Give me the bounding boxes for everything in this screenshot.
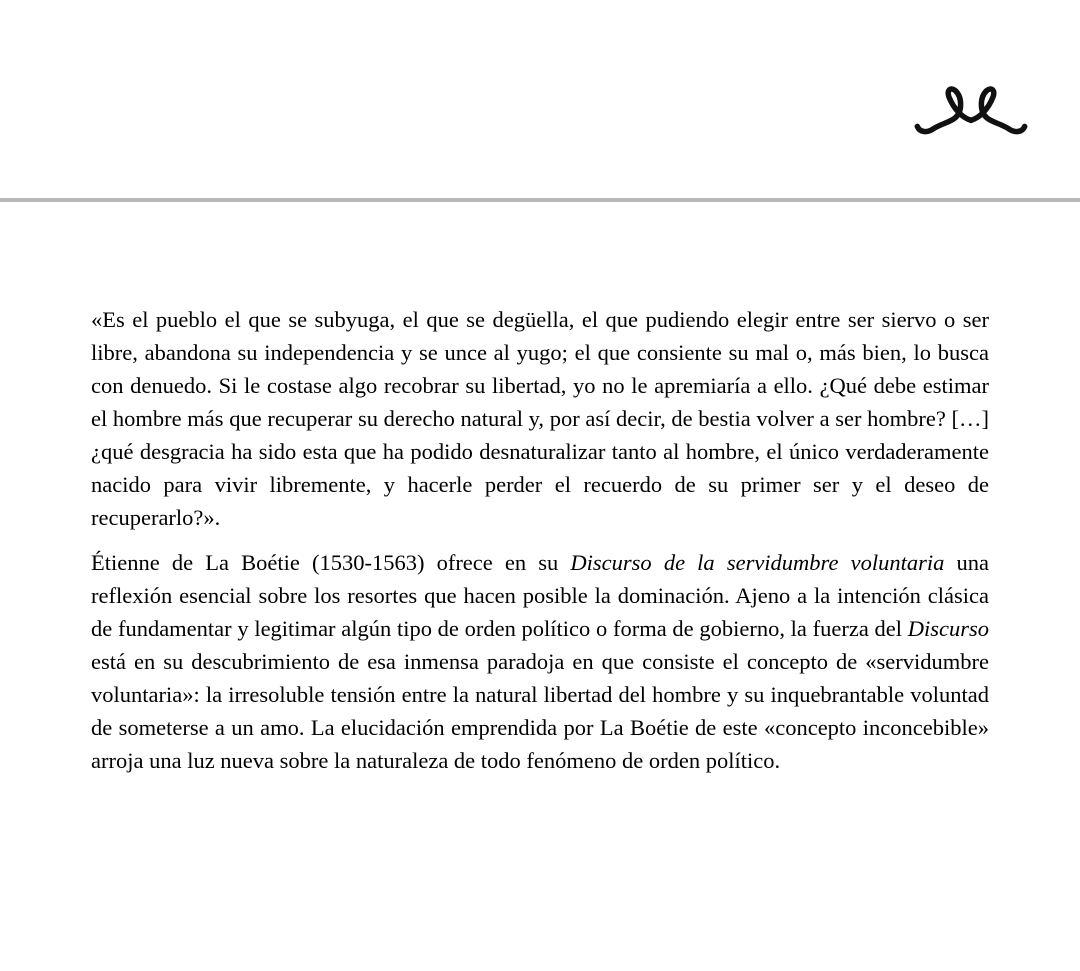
text-segment: Étienne de La Boétie (1530-1563) ofrece en su (91, 550, 571, 575)
text-segment: está en su descubrimiento de esa inmensa paradoja en que consiste el concepto de «servidumbre voluntaria»: la irresoluble tensión entre la natural libertad del hombre y su inquebrantable voluntad de someterse a un amo. La elucidación emprendida por La Boétie de este «concepto inconcebible» arroja una luz nueva sobre la naturaleza de todo fenómeno de orden político. (91, 649, 989, 773)
epublibre-logo (910, 72, 1032, 154)
page-header (0, 0, 1080, 198)
italic-text-segment: Discurso de la servidumbre voluntaria (570, 550, 945, 575)
horizontal-divider (0, 198, 1080, 202)
logo-left-e (917, 89, 971, 132)
logo-right-e (971, 89, 1025, 132)
synopsis-paragraph (91, 546, 989, 777)
quote-paragraph: «Es el pueblo el que se subyuga, el que se degüella, el que pudiendo elegir entre ser siervo o ser libre, abandona su independencia y se unce al yugo; el que consiente su mal o, más bien, lo busca con denuedo. Si le costase algo recobrar su libertad, yo no le apremiaría a ello. ¿Qué debe estimar el hombre más que recuperar su derecho natural y, por así decir, de bestia volver a ser hombre? […] ¿qué desgracia ha sido esta que ha podido desnaturalizar tanto al hombre, el único verdaderamente nacido para vivir libremente, y hacerle perder el recuerdo de su primer ser y el deseo de recuperarlo?». (91, 307, 989, 530)
italic-text-segment: Discurso (907, 616, 989, 641)
epublibre-logo-icon (910, 72, 1032, 154)
text-segment: una reflexión esencial sobre los resortes que hacen posible la dominación. Ajeno a la intención clásica de fundamentar y legitimar algún tipo de orden político o forma de gobierno, la fuerza del (91, 550, 989, 641)
text-block (91, 303, 989, 789)
